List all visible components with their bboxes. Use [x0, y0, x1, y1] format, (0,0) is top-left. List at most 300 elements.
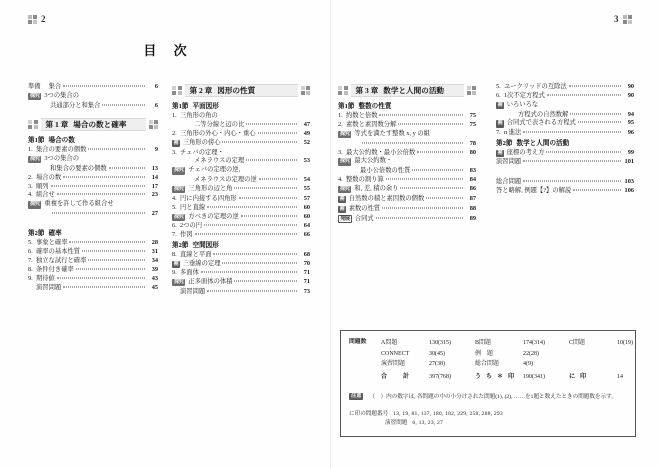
- note-text: （ ）内の数字は, 各問題の中の小分けされた問題(1), (2), ……を1題と数えたときの問題数を示す。: [369, 393, 617, 400]
- entry-number: 5.: [172, 203, 177, 211]
- marked-problem-label: 演習問題: [385, 420, 408, 427]
- stat-value: 397(768): [429, 374, 451, 381]
- toc-entry[interactable]: [28, 147, 158, 153]
- problem-count-rows: [381, 339, 660, 384]
- leader-dots: [213, 253, 297, 254]
- stat-key: B問題: [475, 340, 492, 346]
- leader-dots: [259, 179, 297, 180]
- entry-page: 84: [469, 176, 476, 184]
- entry-text: 作図: [180, 231, 193, 239]
- tag-badge: 探究: [30, 201, 40, 208]
- leader-dots: [546, 151, 621, 152]
- toc-entry-continuation[interactable]: [28, 103, 158, 109]
- entry-page: 31: [151, 248, 158, 255]
- leader-dots: [573, 190, 621, 191]
- entry-page: 60: [303, 212, 310, 220]
- tag-badge: 探究: [174, 213, 184, 220]
- toc-entry[interactable]: [496, 102, 634, 109]
- section-name: 確率: [48, 230, 62, 238]
- folio-right: 3: [614, 14, 619, 24]
- toc-entry-continuation[interactable]: [172, 158, 310, 164]
- leader-dots: [234, 281, 297, 282]
- entry-text: 独立な試行と確率: [36, 256, 87, 264]
- toc-entry[interactable]: [172, 270, 310, 276]
- leader-dots: [57, 194, 145, 195]
- leader-dots: [570, 113, 621, 114]
- toc-entry[interactable]: [172, 252, 310, 258]
- leader-dots: [63, 176, 145, 177]
- leader-dots: [239, 197, 297, 198]
- entry-page: 103: [624, 178, 634, 186]
- leader-dots: [258, 132, 297, 133]
- entry-number: 8.: [28, 265, 33, 273]
- entry-text: 重複を許して作る組合せ: [44, 200, 114, 208]
- leader-dots: [426, 197, 463, 198]
- toc-entry[interactable]: [28, 285, 158, 291]
- stat-key: 例 題: [475, 350, 494, 357]
- banner-dots-icon: [338, 86, 348, 96]
- toc-entry[interactable]: [172, 167, 310, 174]
- leader-dots: [386, 179, 463, 180]
- marked-problem-label: に印の問題番号: [349, 411, 389, 418]
- toc-entry[interactable]: [172, 113, 310, 119]
- stat-key: C問題: [569, 340, 586, 346]
- leader-dots: [195, 234, 297, 235]
- entry-text: 順列: [36, 182, 49, 190]
- stats-row: [381, 339, 660, 347]
- toc-entry[interactable]: [338, 113, 476, 119]
- toc-entry[interactable]: [28, 276, 158, 282]
- toc-column-1: [28, 84, 158, 293]
- stats-total-row: [381, 373, 660, 381]
- running-head-right: [614, 14, 632, 24]
- entry-text: 約数と倍数: [346, 112, 378, 120]
- entry-number: 1.: [338, 112, 343, 120]
- entry-text: 和集合の要素の個数: [50, 164, 107, 172]
- section-number: 第1節: [338, 103, 355, 110]
- entry-text: 集合: [48, 83, 62, 90]
- entry-page: 70: [303, 259, 310, 267]
- entry-text: 合同式: [354, 214, 374, 222]
- toc-entry[interactable]: [338, 131, 476, 138]
- leader-dots: [569, 86, 621, 87]
- entry-number: 1.: [172, 112, 177, 120]
- entry-number: 4.: [172, 194, 177, 202]
- entry-text: 2つの円: [180, 222, 203, 230]
- stat-value: 4(9): [523, 361, 533, 368]
- entry-page: 23: [151, 191, 158, 199]
- toc-column-2: [172, 84, 310, 298]
- toc-entry-continuation[interactable]: [28, 166, 158, 172]
- stat-key: に印: [569, 374, 592, 381]
- leader-dots: [201, 272, 297, 273]
- leader-dots: [523, 161, 621, 162]
- entry-page: 71: [303, 269, 310, 277]
- entry-text: 1次不定方程式: [504, 91, 545, 99]
- banner-dots-icon: [301, 86, 311, 96]
- leader-dots: [63, 86, 145, 87]
- entry-page: 78: [469, 139, 476, 147]
- leader-dots: [88, 149, 145, 150]
- toc-entry[interactable]: [496, 188, 634, 194]
- toc-entry[interactable]: [28, 267, 158, 273]
- section-name: 場合の数: [48, 136, 75, 144]
- toc-entry[interactable]: [28, 258, 158, 264]
- entry-number: 3.: [338, 148, 343, 156]
- entry-page: 96: [627, 129, 634, 137]
- section-heading: [172, 104, 310, 111]
- marked-problem-row: [349, 410, 627, 419]
- leader-dots: [547, 94, 621, 95]
- marked-problem-values: 6, 13, 23, 27: [412, 420, 443, 427]
- leader-dots: [207, 206, 297, 207]
- leader-dots: [109, 167, 145, 168]
- entry-page: 66: [303, 231, 310, 239]
- entry-text: 和, 差, 積の余り: [354, 185, 399, 193]
- marked-problem-row: [349, 419, 627, 428]
- chapter-number: 第 2 章: [189, 85, 213, 95]
- entry-text: 多面体: [180, 269, 199, 277]
- entry-text: 三垂線の定理: [182, 259, 221, 267]
- entry-page: 75: [469, 120, 476, 128]
- toc-entry[interactable]: [172, 289, 310, 295]
- chapter-number: 第 3 章: [355, 85, 379, 95]
- entry-number: 3.: [172, 148, 177, 156]
- banner-dots-icon: [28, 120, 38, 130]
- stat-key: 演習問題: [381, 361, 406, 368]
- leader-dots: [234, 188, 297, 189]
- stat-key: A問題: [381, 340, 398, 346]
- toc-entry-continuation[interactable]: [338, 168, 476, 174]
- entry-number: 2.: [338, 120, 343, 128]
- entry-text: 共通部分と和集合: [50, 101, 101, 109]
- toc-entry[interactable]: [28, 156, 158, 163]
- entry-page: 95: [627, 119, 634, 127]
- entry-number: 6.: [496, 91, 501, 99]
- entry-text: チェバの定理・: [180, 148, 224, 156]
- section-heading: [496, 141, 634, 148]
- tag-badge: 補: [173, 139, 179, 146]
- problem-count-note: [349, 393, 627, 401]
- leader-dots: [241, 215, 297, 216]
- entry-text: いろいろな: [506, 100, 539, 108]
- entry-page: 6: [154, 83, 158, 90]
- entry-number: 5.: [28, 239, 33, 247]
- entry-text: 円に内接する四角形: [180, 194, 237, 202]
- toc-entry-continuation[interactable]: [338, 141, 476, 147]
- leader-dots: [63, 286, 145, 287]
- toc-entry-continuation[interactable]: [28, 211, 158, 217]
- leader-dots: [246, 123, 297, 124]
- chapter-banner-1: [28, 118, 158, 131]
- toc-entry[interactable]: [338, 206, 476, 213]
- toc-entry[interactable]: [172, 140, 310, 147]
- stat-key: 合 計: [381, 374, 415, 381]
- entry-text: 確率の基本性質: [36, 248, 81, 255]
- toc-entry[interactable]: [28, 240, 158, 246]
- entry-text: 演習問題: [36, 283, 62, 291]
- toc-entry[interactable]: [496, 93, 634, 99]
- tag-badge: 補: [173, 260, 179, 267]
- tag-badge: 探究: [30, 155, 40, 162]
- entry-text: 方程式の自然数解: [518, 110, 569, 118]
- toc-entry-continuation[interactable]: [496, 112, 634, 118]
- entry-page: 68: [303, 250, 310, 258]
- toc-entry[interactable]: [496, 120, 634, 127]
- section-name: 数学と人間の活動: [516, 139, 570, 147]
- entry-page: 52: [303, 138, 310, 146]
- stat-value: 10(19): [617, 340, 633, 346]
- entry-page: 54: [303, 176, 310, 184]
- entry-number: 7.: [28, 256, 33, 264]
- entry-page: 75: [469, 112, 476, 120]
- chapter-banner-2: [172, 84, 310, 97]
- entry-page: 83: [469, 167, 476, 175]
- entry-text: 三角形の角の: [180, 112, 218, 120]
- entry-page: 71: [303, 278, 310, 286]
- entry-page: 13: [151, 164, 158, 172]
- section-name: 平面図形: [192, 103, 219, 110]
- entry-text: n 進法: [504, 129, 522, 137]
- entry-page: 14: [151, 173, 158, 181]
- stat-value: 174(314): [523, 340, 545, 346]
- entry-number: 1.: [28, 146, 33, 154]
- entry-page: 88: [469, 204, 476, 212]
- corner-dots-icon: [623, 15, 632, 24]
- stat-value: 27(38): [429, 361, 445, 368]
- problem-count-box: [340, 330, 636, 437]
- banner-dots-icon: [149, 120, 159, 130]
- section-heading: [28, 231, 158, 238]
- entry-text: 三角形の外心・内心・重心: [180, 129, 256, 137]
- entry-page: 99: [627, 148, 634, 156]
- entry-text: メネラウスの定理: [194, 157, 245, 165]
- entry-number: 6.: [172, 222, 177, 230]
- section-name: 空間図形: [192, 241, 219, 249]
- section-number: 第1節: [172, 103, 189, 110]
- toc-entry[interactable]: [172, 223, 310, 229]
- marked-problem-list: [349, 410, 627, 428]
- toc-entry[interactable]: [172, 186, 310, 193]
- toc-entry[interactable]: [28, 184, 158, 190]
- entry-text: 最小公倍数の性質: [360, 167, 411, 175]
- leader-dots: [382, 207, 463, 208]
- entry-text: 期待値: [36, 274, 55, 282]
- entry-text: 素数の性質: [348, 204, 381, 212]
- stat-key: 総合問題: [475, 361, 500, 368]
- toc-entry[interactable]: [28, 175, 158, 181]
- folio-left: 2: [41, 14, 46, 24]
- leader-dots: [578, 122, 621, 123]
- toc-entry[interactable]: [338, 158, 476, 165]
- chapter-banner-3: [338, 84, 476, 97]
- toc-entry[interactable]: [28, 84, 158, 90]
- toc-entry[interactable]: [496, 159, 634, 165]
- toc-entry[interactable]: [172, 150, 310, 156]
- toc-entry[interactable]: [338, 196, 476, 203]
- entry-page: 28: [151, 239, 158, 247]
- entry-text: 演習問題: [496, 158, 522, 166]
- toc-entry[interactable]: [172, 131, 310, 137]
- entry-number: 2.: [28, 173, 33, 181]
- tag-badge: 補: [497, 120, 503, 127]
- entry-page: 27: [151, 210, 158, 218]
- toc-entry[interactable]: [172, 232, 310, 238]
- entry-text: 最大公約数・: [354, 157, 393, 165]
- entry-text: 事象と確率: [36, 239, 68, 247]
- toc-entry[interactable]: [28, 192, 158, 198]
- running-head-left: [28, 14, 46, 24]
- stats-row: [381, 350, 660, 358]
- problem-count-grid: [349, 339, 633, 384]
- entry-text: 条件付き確率: [36, 265, 74, 273]
- chapter-name: 場合の数と確率: [73, 119, 127, 129]
- entry-text: 円と直線: [180, 203, 206, 211]
- stat-value: 22(28): [523, 350, 539, 357]
- leader-dots: [222, 262, 297, 263]
- entry-text: 答と略解, 例題【?】の解説: [496, 187, 572, 195]
- entry-text: ユークリッドの互除法: [504, 83, 567, 90]
- leader-dots: [417, 151, 463, 152]
- entry-number: 6.: [28, 248, 33, 255]
- entry-label: 準備: [28, 83, 41, 90]
- entry-number: 4.: [28, 191, 33, 199]
- entry-text: 素数と素因数分解: [346, 120, 397, 128]
- tag-badge: 探究: [30, 92, 40, 99]
- entry-text: 三角形の傍心: [182, 138, 221, 146]
- entry-page: 53: [303, 157, 310, 165]
- toc-entry[interactable]: [28, 249, 158, 255]
- banner-dots-icon: [467, 86, 477, 96]
- entry-text: 自然数の積と素因数の個数: [348, 194, 425, 202]
- toc-entry[interactable]: [172, 214, 310, 221]
- toc-entry[interactable]: [496, 130, 634, 136]
- entry-text: 場合の数: [36, 173, 62, 181]
- toc-entry[interactable]: [338, 186, 476, 193]
- tag-badge: 発展: [338, 215, 352, 223]
- toc-entry[interactable]: [28, 201, 158, 208]
- entry-page: 43: [151, 274, 158, 282]
- toc-entry[interactable]: [496, 179, 634, 185]
- entry-page: 57: [303, 194, 310, 202]
- toc-entry-continuation[interactable]: [172, 122, 310, 128]
- leader-dots: [57, 277, 145, 278]
- entry-page: 101: [624, 158, 634, 166]
- entry-text: 整数の割り算: [346, 176, 384, 184]
- section-number: 第2節: [28, 230, 45, 238]
- entry-page: 55: [303, 185, 310, 193]
- tag-badge: 探究: [174, 167, 184, 174]
- leader-dots: [76, 268, 145, 269]
- entry-text: 合同式で表される方程式: [506, 119, 576, 127]
- leader-dots: [376, 217, 463, 218]
- entry-number: 8.: [172, 250, 177, 258]
- banner-dots-icon: [172, 86, 182, 96]
- entry-number: 5.: [496, 83, 501, 90]
- entry-page: 94: [627, 110, 634, 118]
- entry-text: メネラウスの定理の逆: [194, 176, 257, 184]
- leader-dots: [204, 225, 297, 226]
- entry-number: 9.: [172, 269, 177, 277]
- toc-entry[interactable]: [496, 150, 634, 157]
- entry-page: 34: [151, 256, 158, 264]
- leader-dots: [412, 170, 463, 171]
- spacer: [28, 220, 158, 227]
- leader-dots: [222, 141, 297, 142]
- problem-count-label: 問題数: [349, 339, 367, 345]
- chapter-name: 数学と人間の活動: [383, 85, 445, 95]
- toc-entry[interactable]: [172, 261, 310, 268]
- toc-column-4: [496, 84, 634, 197]
- toc-entry[interactable]: [338, 177, 476, 183]
- tag-badge: 補: [497, 149, 503, 156]
- section-heading: [28, 138, 158, 145]
- marked-problem-values: 13, 19, 81, 137, 180, 182, 229, 258, 288, 293: [393, 411, 503, 418]
- toc-entry[interactable]: [338, 215, 476, 223]
- entry-text: 三角形の辺と角: [188, 185, 233, 193]
- tag-badge: 探究: [340, 186, 350, 193]
- section-number: 第1節: [28, 136, 45, 144]
- toc-entry[interactable]: [172, 196, 310, 202]
- toc-entry[interactable]: [28, 93, 158, 100]
- entry-number: 7.: [496, 129, 501, 137]
- leader-dots: [102, 104, 145, 105]
- stat-key: うち＊印: [475, 374, 520, 381]
- entry-page: 90: [627, 83, 634, 90]
- chapter-name: 図形の性質: [217, 85, 256, 95]
- stats-row: [381, 360, 660, 368]
- leader-dots: [362, 142, 463, 143]
- tag-badge: 補: [339, 205, 345, 212]
- toc-entry[interactable]: [172, 279, 310, 286]
- entry-text: 二等分線と辺の比: [194, 120, 245, 128]
- entry-page: 49: [303, 129, 310, 137]
- leader-dots: [52, 213, 145, 214]
- entry-number: 9.: [28, 274, 33, 282]
- leader-dots: [379, 115, 463, 116]
- entry-page: 6: [154, 101, 158, 109]
- entry-text: チェバの定理の逆,: [188, 166, 241, 174]
- leader-dots: [246, 160, 297, 161]
- toc-entry[interactable]: [338, 122, 476, 128]
- entry-page: 17: [151, 182, 158, 190]
- leader-dots: [82, 251, 145, 252]
- section-heading: [338, 104, 476, 111]
- toc-entry[interactable]: [338, 150, 476, 156]
- section-number: 第2節: [496, 139, 513, 147]
- section-heading: [172, 243, 310, 250]
- leader-dots: [51, 185, 145, 186]
- stat-value: 130(315): [429, 340, 451, 346]
- entry-page: 60: [303, 203, 310, 211]
- entry-text: 等式を満たす整数 x, y の組: [354, 129, 430, 137]
- entry-number: 7.: [172, 231, 177, 239]
- toc-entry[interactable]: [172, 205, 310, 211]
- toc-entry-continuation[interactable]: [172, 177, 310, 183]
- stat-value: 14: [617, 374, 623, 381]
- toc-entry[interactable]: [496, 84, 634, 90]
- entry-text: 演習問題: [180, 288, 206, 296]
- leader-dots: [523, 181, 621, 182]
- entry-page: 39: [151, 265, 158, 273]
- leader-dots: [207, 291, 297, 292]
- section-name: 整数の性質: [358, 103, 392, 110]
- leader-dots: [88, 259, 145, 260]
- tag-badge: 探究: [174, 186, 184, 193]
- stat-key: CONNECT: [381, 350, 410, 357]
- leader-dots: [69, 242, 145, 243]
- entry-number: 3.: [28, 182, 33, 190]
